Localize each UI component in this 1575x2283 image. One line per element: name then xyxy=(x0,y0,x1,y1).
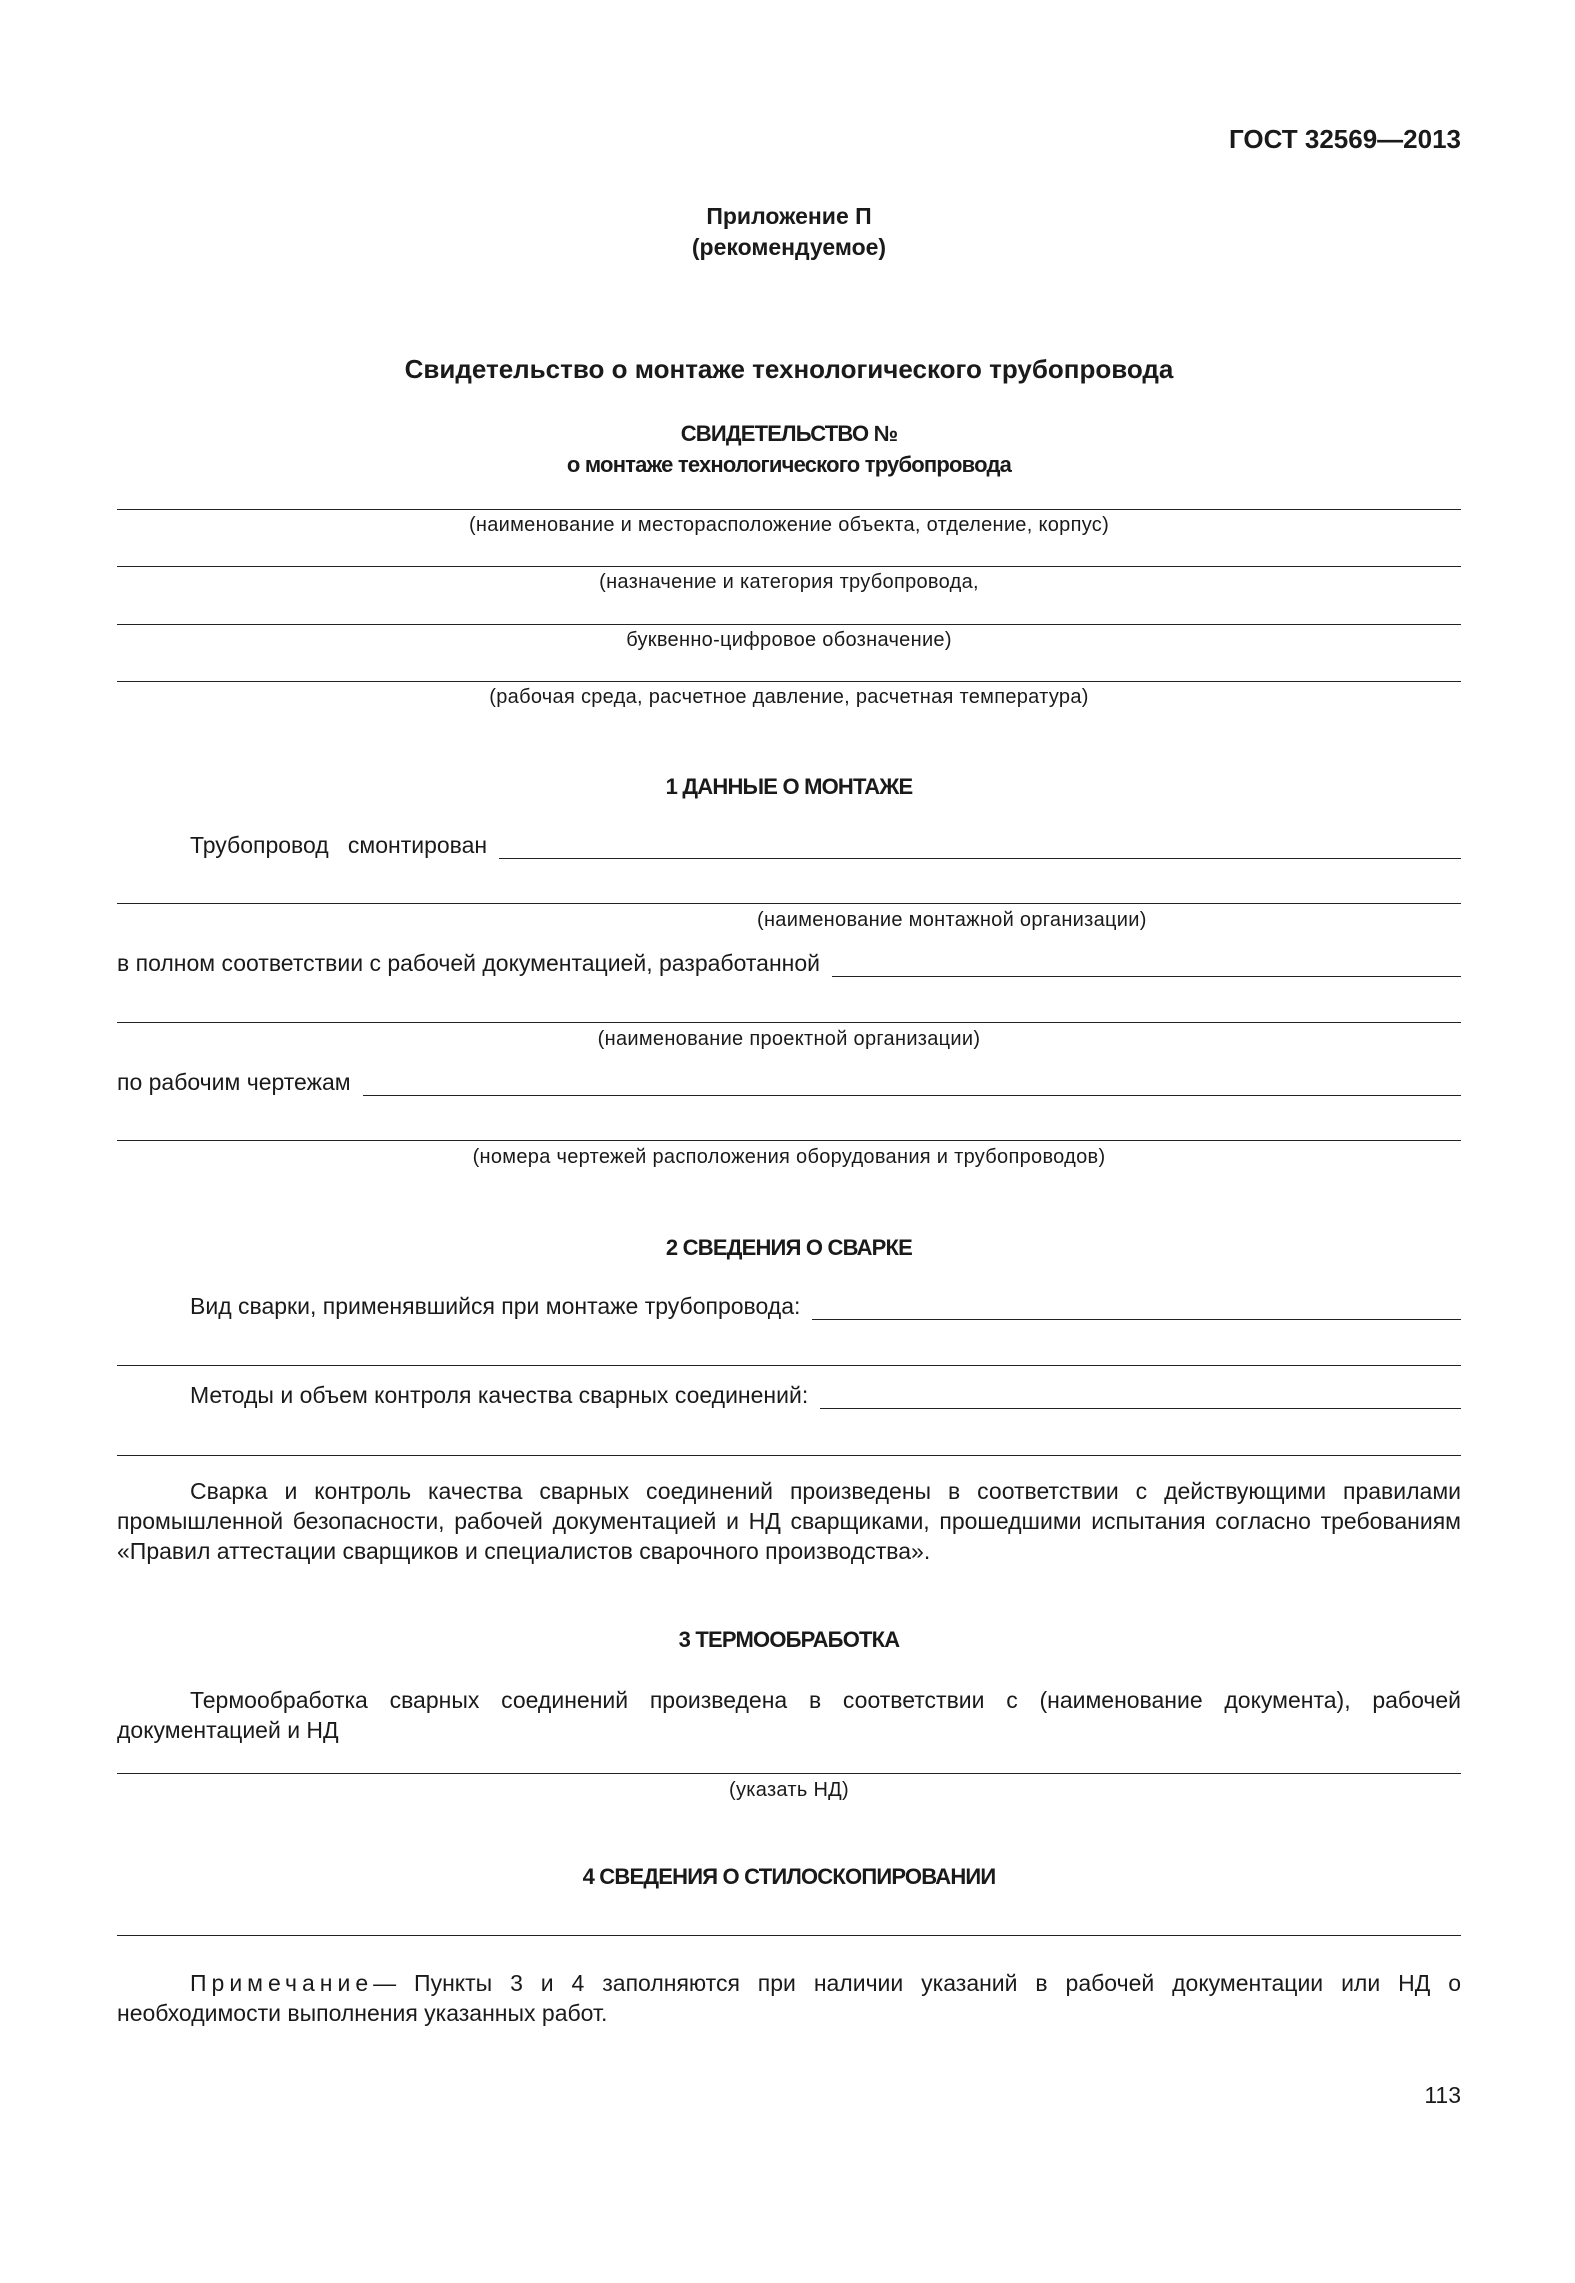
quality-control-label: Методы и объем контроля качества сварных соединений: xyxy=(190,1382,809,1408)
quality-control-row xyxy=(190,1382,1461,1409)
compliance-row xyxy=(117,950,1461,977)
stylescopy-line[interactable] xyxy=(117,1935,1461,1936)
certificate-heading: СВИДЕТЕЛЬСТВО № xyxy=(680,421,898,446)
design-org-line[interactable] xyxy=(117,1022,1461,1023)
welding-type-row xyxy=(190,1293,1461,1320)
drawing-numbers-caption: (номера чертежей расположения оборудования и трубопроводов) xyxy=(472,1146,1106,1168)
document-code: ГОСТ 32569—2013 xyxy=(1229,124,1461,154)
quality-control-field[interactable] xyxy=(820,1384,1461,1409)
welding-paragraph: Сварка и контроль качества сварных соединений произведены в соответствии с действующими правилами промышленной безопасности, рабочей документацией и НД сварщиками, прошедшими испытания согласно требованиям «Правил аттестации сварщиков и специалистов сварочного производства». xyxy=(117,1478,1461,1564)
pipeline-purpose-line[interactable] xyxy=(117,566,1461,567)
section-3-title: 3 ТЕРМООБРАБОТКА xyxy=(678,1627,900,1652)
appendix-status: (рекомендуемое) xyxy=(691,234,887,260)
drawing-numbers-line[interactable] xyxy=(117,1140,1461,1141)
note-label: Примечание xyxy=(190,1970,374,1996)
welding-type-label: Вид сварки, применявшийся при монтаже трубопровода: xyxy=(190,1293,801,1319)
mounting-org-line[interactable] xyxy=(117,903,1461,904)
quality-control-line-2[interactable] xyxy=(117,1455,1461,1456)
mounted-label: Трубопровод смонтирован xyxy=(190,832,488,858)
note-text: — Пункты 3 и 4 заполняются при наличии указаний в рабочей документации или НД о необходимости выполнения указанных работ. xyxy=(117,1970,1461,2026)
section-1-title: 1 ДАННЫЕ О МОНТАЖЕ xyxy=(665,774,913,799)
pipeline-designation-caption: буквенно-цифровое обозначение) xyxy=(626,629,952,651)
welding-type-field[interactable] xyxy=(812,1295,1461,1320)
drawings-field[interactable] xyxy=(363,1071,1461,1096)
compliance-label: в полном соответствии с рабочей документацией, разработанной xyxy=(117,950,820,976)
drawings-label: по рабочим чертежам xyxy=(117,1069,351,1095)
appendix-heading xyxy=(117,201,1461,263)
working-medium-line[interactable] xyxy=(117,681,1461,682)
object-name-line[interactable] xyxy=(117,509,1461,510)
pipeline-designation-line[interactable] xyxy=(117,624,1461,625)
welding-type-line-2[interactable] xyxy=(117,1365,1461,1366)
mounting-org-caption: (наименование монтажной организации) xyxy=(757,909,1147,931)
working-medium-caption: (рабочая среда, расчетное давление, расчетная температура) xyxy=(489,686,1089,708)
heat-treatment-nd-line[interactable] xyxy=(117,1773,1461,1774)
section-2-title: 2 СВЕДЕНИЯ О СВАРКЕ xyxy=(665,1235,913,1260)
mounted-field[interactable] xyxy=(499,834,1461,859)
pipeline-purpose-caption: (назначение и категория трубопровода, xyxy=(599,571,979,593)
note-paragraph xyxy=(117,1968,1461,2028)
document-title: Свидетельство о монтаже технологического трубопровода xyxy=(404,354,1174,384)
drawings-row xyxy=(117,1069,1461,1096)
certificate-subheading: о монтаже технологического трубопровода xyxy=(566,452,1012,477)
appendix-title: Приложение П xyxy=(706,203,872,229)
heat-treatment-caption: (указать НД) xyxy=(729,1779,849,1801)
compliance-field[interactable] xyxy=(832,952,1461,977)
certificate-heading-block xyxy=(117,418,1461,480)
section-4-title: 4 СВЕДЕНИЯ О СТИЛОСКОПИРОВАНИИ xyxy=(582,1864,996,1889)
design-org-caption: (наименование проектной организации) xyxy=(597,1028,981,1050)
mounted-row xyxy=(190,832,1461,859)
object-name-caption: (наименование и месторасположение объекта, отделение, корпус) xyxy=(468,514,1110,536)
heat-treatment-paragraph: Термообработка сварных соединений произведена в соответствии с (наименование документа), рабочей документацией и НД xyxy=(117,1687,1461,1743)
page-number: 113 xyxy=(1424,2082,1461,2108)
